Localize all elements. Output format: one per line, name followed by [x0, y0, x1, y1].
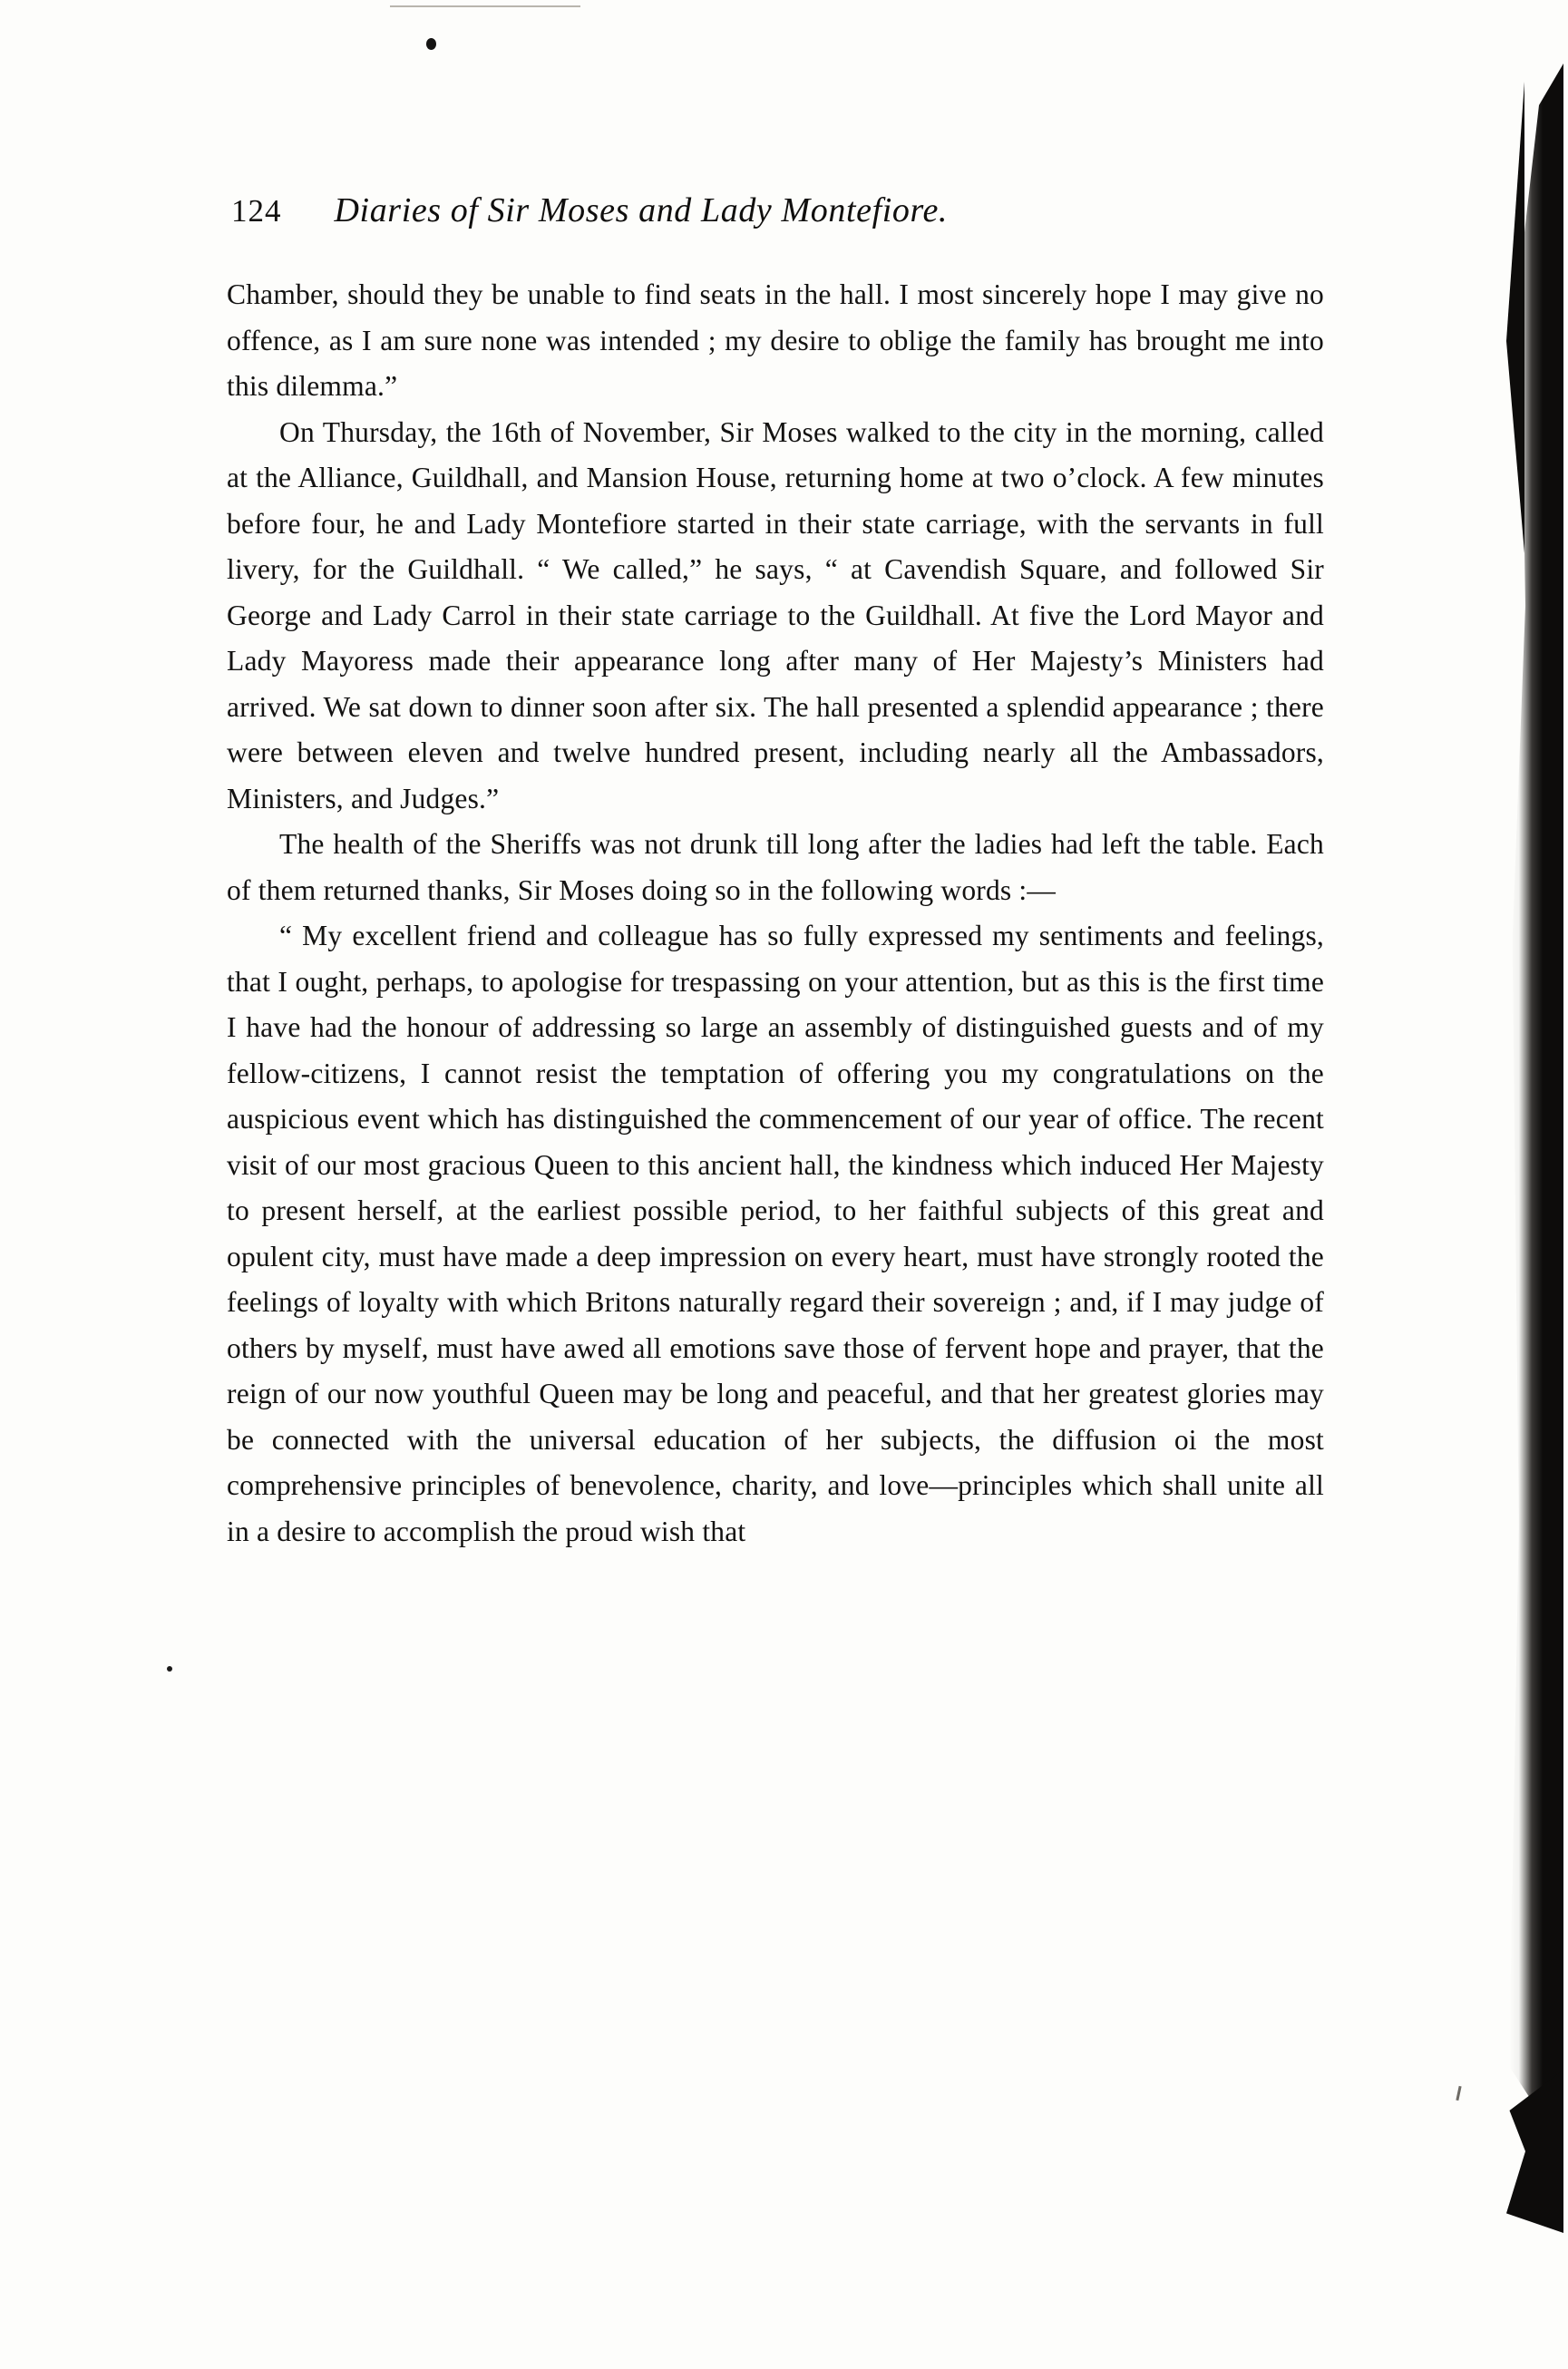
body-text	[227, 272, 1324, 1555]
paragraph: The health of the Sheriffs was not drunk till long after the ladies had left the table. Each of them returned thanks, Sir Moses doing so in the following words :—	[227, 828, 1324, 906]
paragraph: “ My excellent friend and colleague has so fully expressed my sentiments and feelings, that I ought, perhaps, to apologise for trespassing on your attention, but as this is the first time I have had the honour of addressing so large an assembly of distinguished guests and of my fellow-citizens, I cannot resist the temptation of offering you my congratulations on the auspicious event which has distinguished the commencement of our year of office. The recent visit of our most gracious Queen to this ancient hall, the kindness which induced Her Majesty to present herself, at the earliest possible period, to her faithful subjects of this great and opulent city, must have made a deep impression on every heart, must have strongly rooted the feelings of loyalty with which Britons naturally regard their sovereign ; and, if I may judge of others by myself, must have awed all emotions save those of fervent hope and prayer, that the reign of our now youthful Queen may be long and peaceful, and that her greatest glories may be connected with the universal education of her subjects, the diffusion oi the most comprehensive principles of benevolence, charity, and love—principles which shall unite all in a desire to accomplish the proud wish that	[227, 920, 1324, 1547]
scan-edge-spike	[1506, 82, 1524, 553]
page-header	[231, 190, 1365, 230]
paragraph: Chamber, should they be unable to find seats in the hall. I most sincerely hope I may give no offence, as I am sure none was intended ; my desire to oblige the family has brought me into this dilemma.”	[227, 278, 1324, 402]
paragraph: On Thursday, the 16th of November, Sir Moses walked to the city in the morning, called at the Alliance, Guildhall, and Mansion House, returning home at two o’clock. A few minutes before four, he and Lady Montefiore started in their state carriage, with the servants in full livery, for the Guildhall. “ We called,” he says, “ at Cavendish Square, and followed Sir George and Lady Carrol in their state carriage to the Guildhall. At five the Lord Mayor and Lady Mayoress made their appearance long after many of Her Majesty’s Ministers had arrived. We sat down to dinner soon after six. The hall presented a splendid appearance ; there were between eleven and twelve hundred present, including nearly all the Ambassadors, Ministers, and Judges.”	[227, 415, 1324, 814]
scan-artifact-speck-right	[1456, 2086, 1461, 2101]
running-title: Diaries of Sir Moses and Lady Montefiore.	[334, 191, 949, 229]
scan-edge-bottom	[1500, 2070, 1563, 2233]
page-number: 124	[231, 193, 282, 229]
